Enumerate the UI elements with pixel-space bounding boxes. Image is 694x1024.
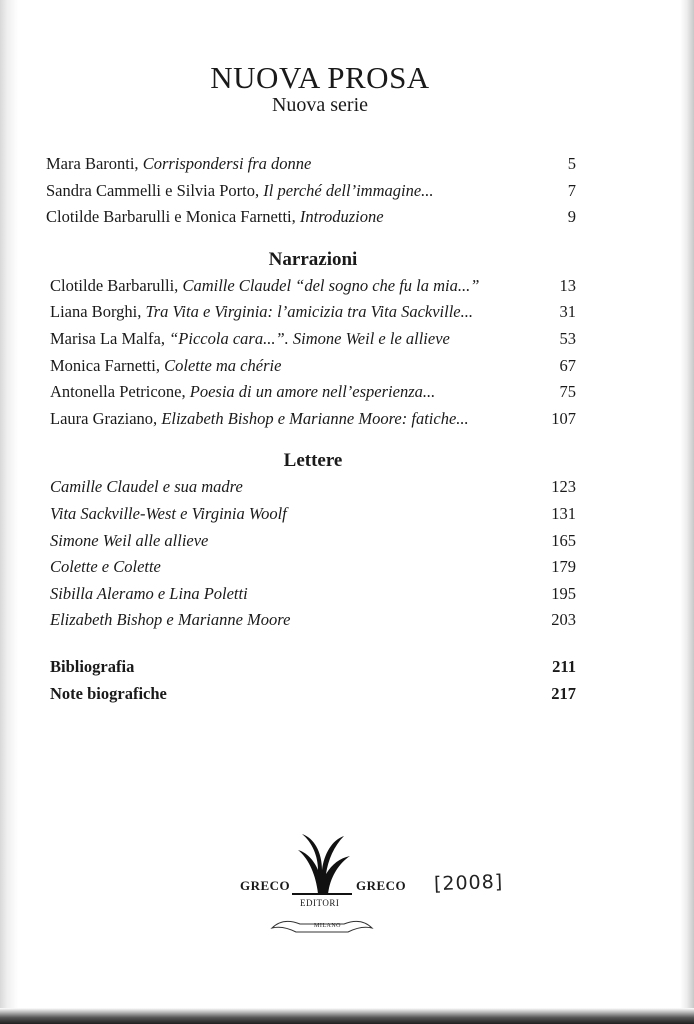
toc-entry	[50, 657, 576, 684]
toc-entry	[50, 504, 576, 531]
page-subtitle: Nuova serie	[271, 94, 369, 116]
toc-title: Note biografiche	[50, 683, 167, 703]
toc-entry	[46, 154, 576, 181]
toc-page: 13	[559, 275, 576, 295]
toc-page: 165	[551, 530, 576, 550]
publisher-name-right: GRECO	[356, 878, 407, 893]
toc-author: Antonella Petricone,	[50, 382, 190, 402]
toc-title: Vita Sackville-West e Virginia Woolf	[50, 503, 287, 523]
toc-title: Elizabeth Bishop e Marianne Moore: fatiche...	[161, 408, 469, 428]
toc-page: 131	[551, 503, 576, 523]
toc-title: “Piccola cara...”. Simone Weil e le allieve	[169, 328, 450, 348]
page-title: NUOVA PROSA	[210, 60, 430, 95]
toc-page: 53	[559, 328, 576, 348]
toc-title: Colette e Colette	[50, 557, 161, 577]
toc-page: 7	[567, 180, 576, 200]
toc-author: Monica Farnetti,	[50, 355, 165, 375]
toc-page: 107	[551, 408, 576, 428]
toc-entry	[50, 382, 576, 409]
toc-page: 211	[552, 656, 576, 676]
greco-editori-logo-icon	[288, 830, 356, 896]
toc-author: Sandra Cammelli e Silvia Porto,	[46, 180, 264, 200]
toc-title: Corrispondersi fra donne	[142, 154, 312, 173]
toc-page: 123	[551, 477, 576, 497]
toc-title: Introduzione	[299, 207, 384, 227]
toc-entry	[50, 329, 576, 356]
page-edge-bottom	[0, 1008, 694, 1024]
toc-entry	[50, 276, 576, 303]
toc-page: 195	[551, 583, 576, 603]
toc-page: 75	[559, 382, 576, 402]
toc-entry	[50, 531, 576, 558]
toc-title: Bibliografia	[50, 656, 135, 676]
toc-page: 5	[567, 154, 576, 173]
toc-title: Sibilla Aleramo e Lina Poletti	[50, 583, 248, 603]
toc-title: Simone Weil alle allieve	[50, 530, 209, 550]
toc-title: Elizabeth Bishop e Marianne Moore	[50, 610, 291, 630]
toc-author: Marisa La Malfa,	[50, 328, 170, 348]
section-heading-lettere: Lettere	[283, 450, 343, 472]
toc-title: Camille Claudel “del sogno che fu la mia...”	[182, 275, 480, 295]
toc-entry	[50, 356, 576, 383]
toc-title: Tra Vita e Virginia: l’amicizia tra Vita Sackville...	[145, 302, 473, 322]
toc-page: 203	[551, 610, 576, 630]
ribbon-text: MILANO	[314, 923, 341, 929]
toc-page: 217	[551, 683, 576, 703]
publisher-subtitle: EDITORI	[300, 898, 340, 908]
toc-author: Laura Graziano,	[50, 408, 162, 428]
toc-author: Mara Baronti,	[46, 154, 143, 173]
toc-title: Colette ma chérie	[164, 355, 282, 375]
handwritten-year-note: [2008]	[433, 870, 504, 896]
toc-page: 9	[567, 207, 576, 227]
toc-title: Poesia di un amore nell’esperienza...	[189, 382, 436, 402]
publisher-logo	[232, 828, 412, 948]
toc-entry	[46, 207, 576, 234]
toc-entry	[50, 584, 576, 611]
section-heading-narrazioni: Narrazioni	[268, 248, 358, 270]
page-edge-left	[0, 0, 18, 1024]
toc-author: Liana Borghi,	[50, 302, 146, 322]
table-of-contents	[46, 154, 576, 710]
toc-page: 67	[559, 355, 576, 375]
toc-author: Clotilde Barbarulli e Monica Farnetti,	[46, 207, 300, 227]
toc-entry	[50, 610, 576, 637]
toc-entry	[50, 302, 576, 329]
toc-entry	[50, 477, 576, 504]
toc-entry	[46, 180, 576, 208]
toc-page: 31	[559, 302, 576, 322]
page-edge-right	[680, 0, 694, 1024]
toc-page: 179	[551, 557, 576, 577]
toc-author: Clotilde Barbarulli,	[50, 275, 183, 295]
toc-title: Camille Claudel e sua madre	[50, 477, 243, 497]
toc-title: Il perché dell’immagine...	[263, 180, 434, 200]
toc-entry	[50, 684, 576, 711]
publisher-name-left: GRECO	[240, 878, 291, 893]
toc-entry	[50, 409, 576, 436]
toc-entry	[50, 557, 576, 584]
